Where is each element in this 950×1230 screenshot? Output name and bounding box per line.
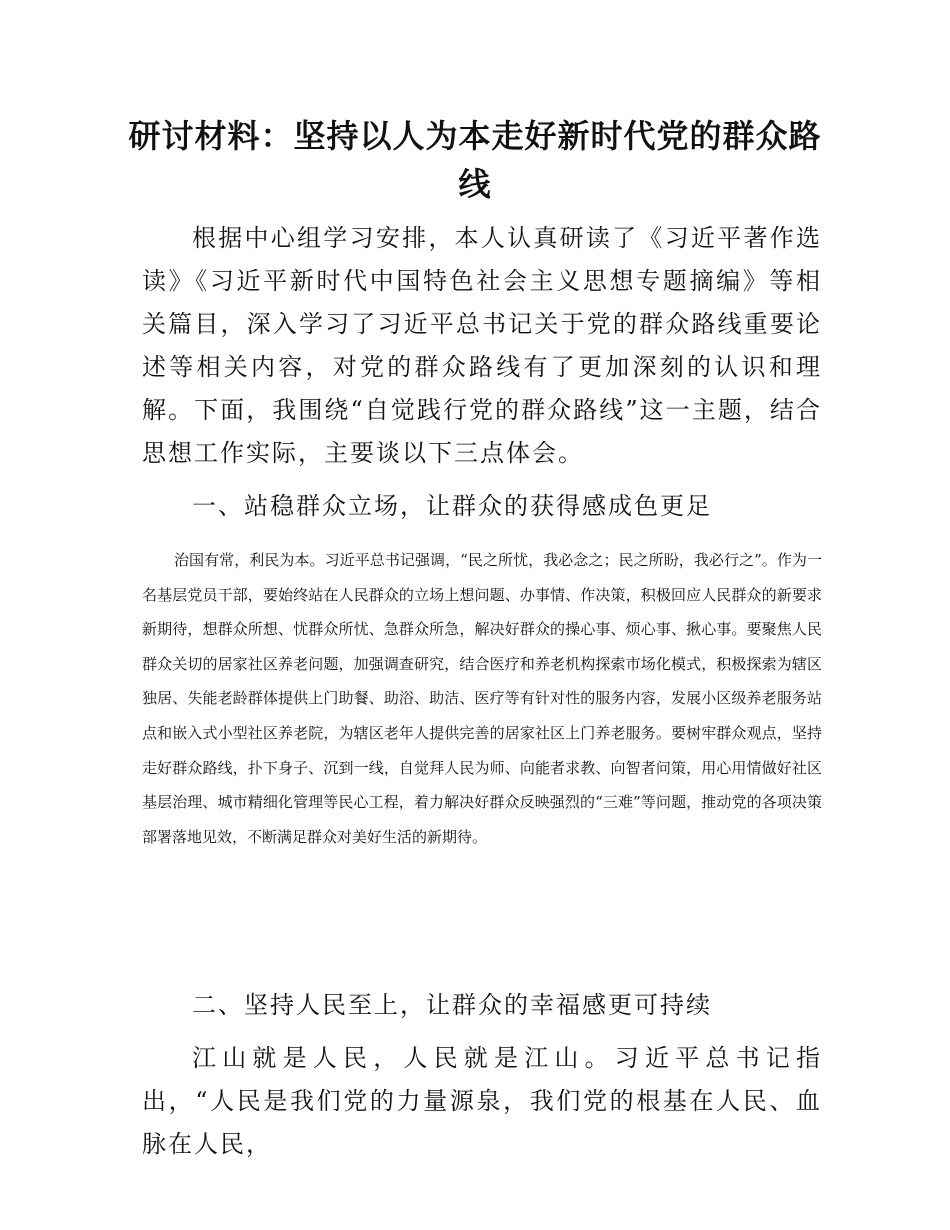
section1-heading: 一、站稳群众立场，让群众的获得感成色更足 bbox=[192, 492, 712, 520]
section2-heading: 二、坚持人民至上，让群众的幸福感更可持续 bbox=[192, 991, 712, 1019]
section2-paragraph: 江山就是人民，人民就是江山。习近平总书记指出，“人民是我们党的力量源泉，我们党的根基在人民、血脉在人民， bbox=[142, 1044, 822, 1158]
section1-paragraph: 治国有常，利民为本。习近平总书记强调，“民之所忧，我必念之；民之所盼，我必行之”。作为一名基层党员干部，要始终站在人民群众的立场上想问题、办事情、作决策，积极回应人民群众的新要求新期待，想群众所想、忧群众所忧、急群众所急，解决好群众的操心事、烦心事、揪心事。要聚焦人民群众关切的居家社区养老问题，加强调查研究，结合医疗和养老机构探索市场化模式，积极探索为辖区独居、失能老龄群体提供上门助餐、助浴、助洁、医疗等有针对性的服务内容，发展小区级养老服务站点和嵌入式小型社区养老院，为辖区老年人提供完善的居家社区上门养老服务。要树牢群众观点，坚持走好群众路线，扑下身子、沉到一线，自觉拜人民为师、向能者求教、向智者问策，用心用情做好社区基层治理、城市精细化管理等民心工程，着力解决好群众反映强烈的“三难”等问题，推动党的各项决策部署落地见效，不断满足群众对美好生活的新期待。 bbox=[142, 551, 822, 846]
document-title: 研讨材料：坚持以人为本走好新时代党的群众路线 bbox=[128, 117, 822, 203]
intro-paragraph: 根据中心组学习安排，本人认真研读了《习近平著作选读》《习近平新时代中国特色社会主义思想专题摘编》等相关篇目，深入学习了习近平总书记关于党的群众路线重要论述等相关内容，对党的群众路线有了更加深刻的认识和理解。下面，我围绕“自觉践行党的群众路线”这一主题，结合思想工作实际，主要谈以下三点体会。 bbox=[142, 224, 822, 467]
